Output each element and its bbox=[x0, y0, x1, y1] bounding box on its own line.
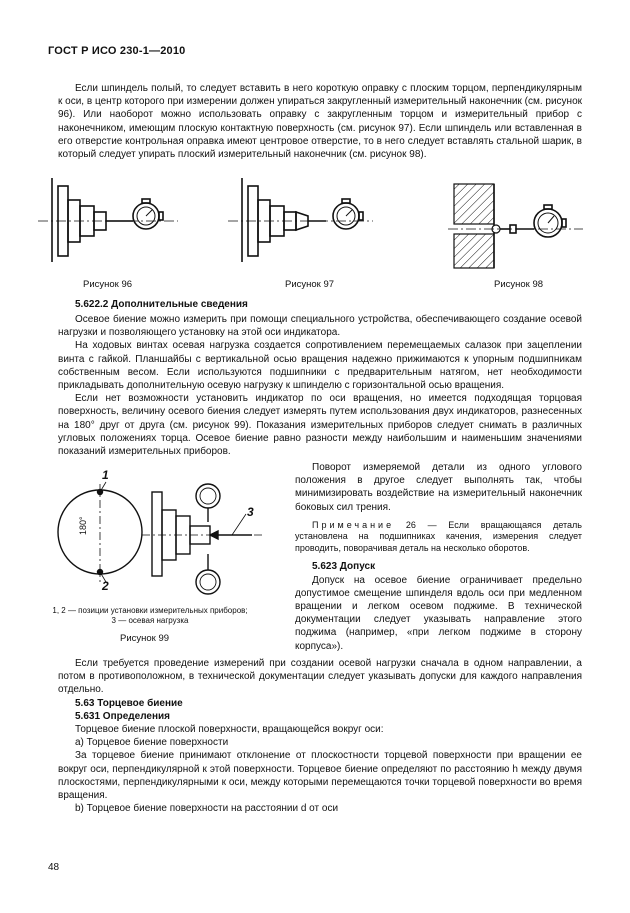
paragraph-two-indicators: Если нет возможности установить индикатор по оси вращения, но имеется подходящая торцовая поверхность, величину осевого биения следует измерять путем использования двух индикаторов, разнесенных на 180° друг от друга (см. рисунок 99). Показания измерительных приборов следует снимать в различных угловых положениях торца. Осевое биение равно разности между наибольшим и наименьшим значениями показаний измерительных приборов. bbox=[58, 393, 582, 458]
paragraph-item-a: a) Торцевое биение поверхности bbox=[75, 737, 229, 749]
figure-99-drawing bbox=[52, 470, 272, 600]
figure-99-caption: Рисунок 99 bbox=[120, 633, 170, 644]
figure-98-caption: Рисунок 98 bbox=[494, 279, 544, 290]
paragraph-face-runout-intro: Торцевое биение плоской поверхности, вращающейся вокруг оси: bbox=[75, 724, 384, 736]
figure-96-drawing bbox=[38, 172, 188, 267]
figure-99-angle-label: 180° bbox=[78, 516, 88, 535]
paragraph-hollow-spindle: Если шпиндель полый, то следует вставить в него короткую оправку с плоским торцом, перпендикулярным к оси, в центр которого при измерении должен упираться закругленный измерительный наконечник (см. рисунок 96). Или наоборот можно использовать оправку с закругленным торцом и измерительный прибор с наконечником, имеющим плоскую контактную поверхность (см. рисунок 97). Если шпиндель или вставленная в его отверстие контрольная оправка имеют центровое отверстие, то в него следует вставлять стальной шарик, в который следует упирать плоский измерительный наконечник (см. рисунок 98). bbox=[58, 83, 582, 161]
paragraph-tolerance: Допуск на осевое биение ограничивает предельно допустимое смещение шпинделя вдоль оси при медленном вращении и легком осевом поджиме. В технической документации следует указывать направление этого поджима (например, «при легком поджиме в сторону корпуса»). bbox=[295, 574, 582, 652]
section-563-heading: 5.63 Торцевое биение bbox=[75, 697, 183, 709]
section-5622-heading: 5.622.2 Дополнительные сведения bbox=[75, 299, 248, 310]
figure-99-label-3: 3 bbox=[247, 505, 254, 519]
figure-99-label-2: 2 bbox=[102, 579, 109, 593]
section-5623-heading: 5.623 Допуск bbox=[312, 561, 376, 573]
page-number: 48 bbox=[48, 862, 60, 873]
figure-98-drawing bbox=[448, 178, 588, 273]
section-5631-heading: 5.631 Определения bbox=[75, 710, 171, 722]
figure-96-caption: Рисунок 96 bbox=[83, 279, 133, 290]
document-header: ГОСТ Р ИСО 230-1—2010 bbox=[48, 45, 186, 57]
figure-99-label-1: 1 bbox=[102, 468, 109, 482]
paragraph-axial-load: Осевое биение можно измерить при помощи специального устройства, обеспечивающего создание осевой нагрузки и позволяющего установку на этой оси индикатора. bbox=[58, 314, 582, 339]
paragraph-lead-screws: На ходовых винтах осевая нагрузка создается сопротивлением перемещаемых салазок при зацеплении винта с гайкой. Планшайбы с вертикальной осью вращения надежно прижимаются к упорным подшипникам собственным весом. Если используются подшипники с предварительным натягом, нет необходимости прикладывать дополнительную осевую нагрузку к шпинделю с горизонтальной осью вращения. bbox=[58, 340, 582, 392]
note-26-text: 26 — Если вращающаяся деталь установлена на подшипниках качения, измерения следует проводить, поворачивая деталь на несколько оборотов. bbox=[295, 519, 582, 553]
paragraph-item-b: b) Торцевое биение поверхности на расстоянии d от оси bbox=[75, 803, 339, 815]
figure-97-caption: Рисунок 97 bbox=[285, 279, 335, 290]
paragraph-face-runout-definition: За торцевое биение принимают отклонение от плоскостности торцевой поверхности при вращении ее вокруг оси, перпендикулярной к этой поверхности. Торцевое биение определяют по расстоянию h между двумя плоскостями, перпендикулярными к оси, между которыми перемещаются точки торцевой поверхности во время вращения. bbox=[58, 750, 582, 802]
paragraph-both-directions: Если требуется проведение измерений при создании осевой нагрузки сначала в одном направлении, а потом в противоположном, в технической документации следует указывать допуски для каждого направления отдельно. bbox=[58, 658, 582, 696]
figure-99-legend: 1, 2 — позиции установки измерительных приборов; 3 — осевая нагрузка bbox=[52, 606, 248, 625]
figure-97-drawing bbox=[228, 172, 378, 267]
note-26-label: Примечание bbox=[312, 519, 395, 530]
note-26 bbox=[295, 520, 582, 555]
paragraph-rotation: Поворот измеряемой детали из одного углового положения в другое следует выполнять так, чтобы минимизировать воздействие на измерительный наконечник боковых сил трения. bbox=[295, 462, 582, 513]
